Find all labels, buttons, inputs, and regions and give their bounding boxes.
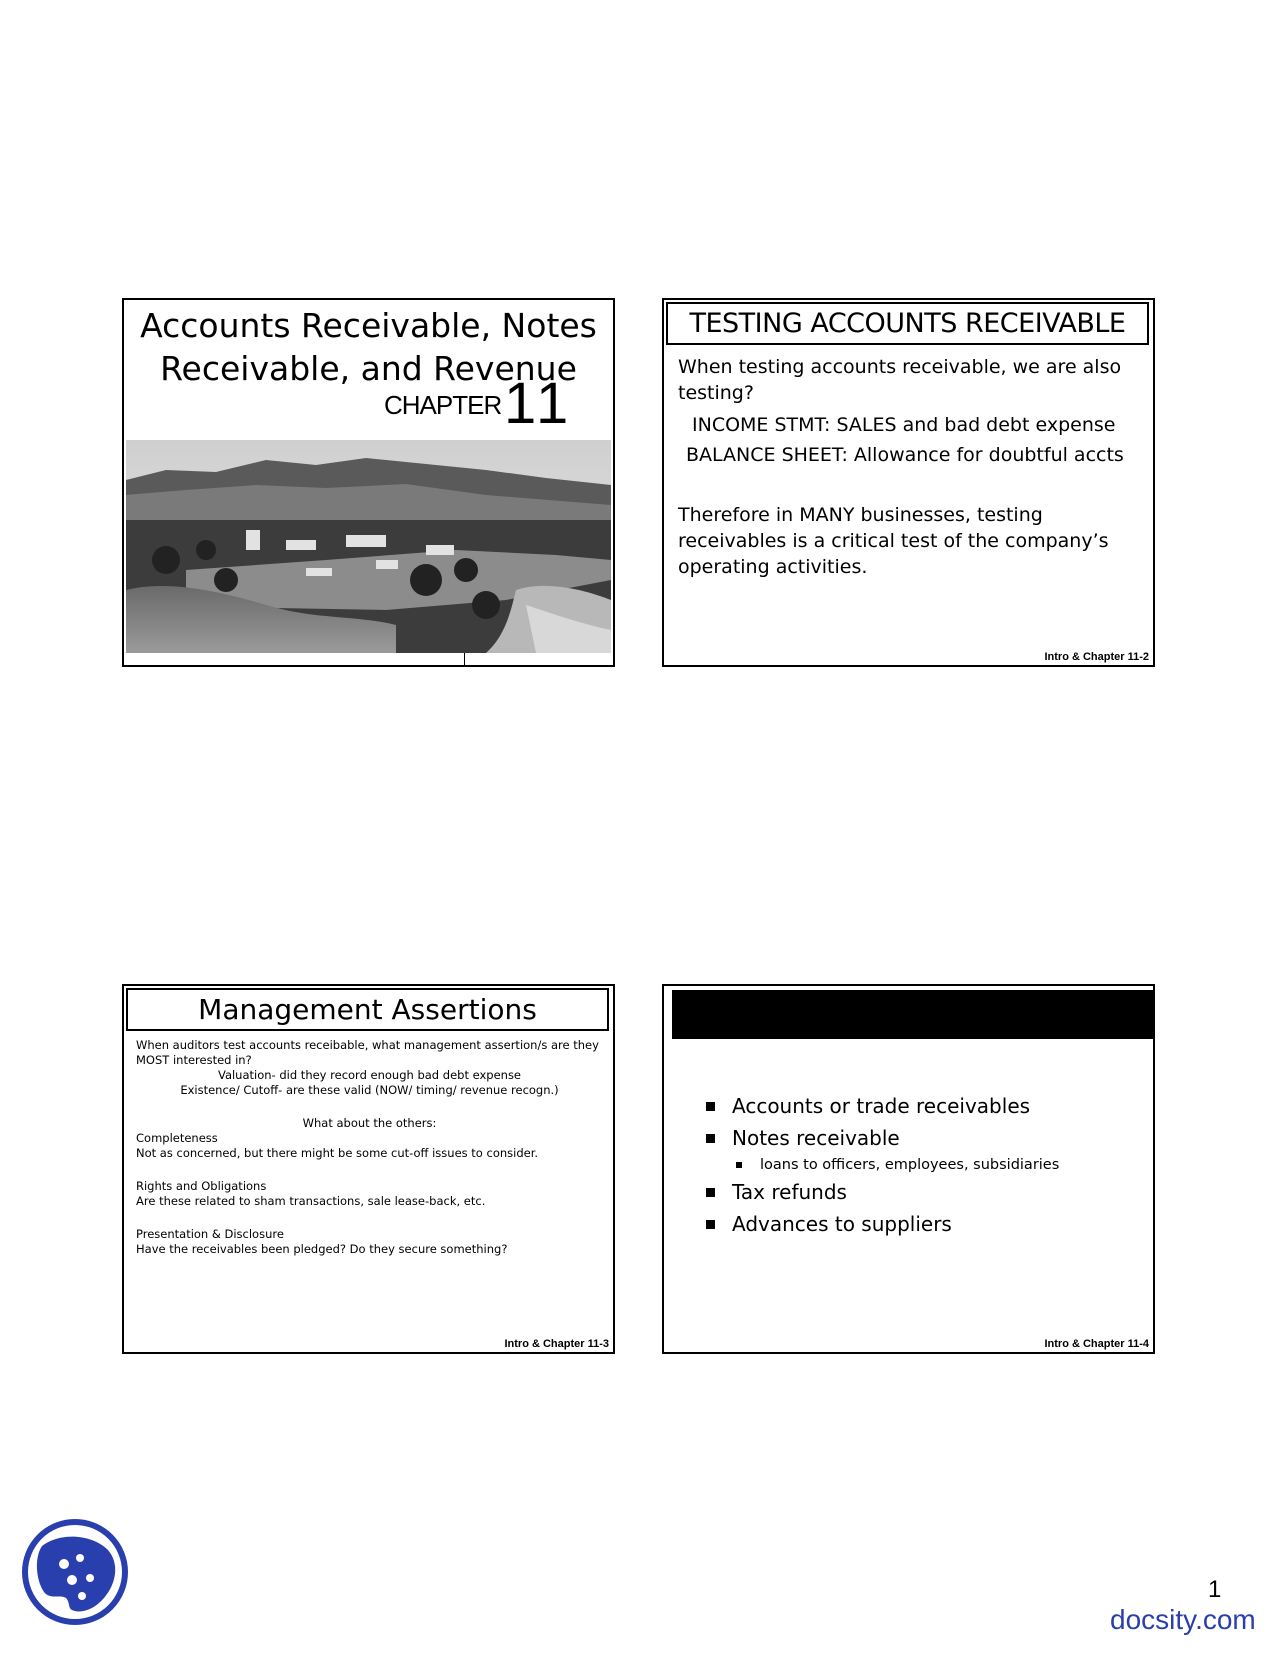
slide-2-title: TESTING ACCOUNTS RECEIVABLE xyxy=(666,302,1149,345)
list-item: Tax refunds xyxy=(704,1176,1059,1208)
chapter-number: 11 xyxy=(504,371,573,436)
list-item: Advances to suppliers xyxy=(704,1208,1059,1240)
slide-1 xyxy=(122,298,615,667)
slide-2-question: When testing accounts receivable, we are also testing? xyxy=(678,356,1122,404)
slide-3-footer: Intro & Chapter 11-3 xyxy=(504,1338,609,1350)
chapter-label: CHAPTER xyxy=(384,390,502,420)
site-link[interactable]: docsity.com xyxy=(1110,1604,1256,1635)
assertion-question: When auditors test accounts receibable, what management assertion/s are they MOST interested in? xyxy=(136,1038,599,1067)
slide-1-title: Accounts Receivable, Notes Receivable, and Revenue xyxy=(140,306,597,388)
presentation-text: Have the receivables been pledged? Do they secure something? xyxy=(136,1242,508,1256)
slide-4-title-bar xyxy=(672,990,1153,1039)
list-item: Notes receivable xyxy=(704,1122,1059,1154)
presentation-heading: Presentation & Disclosure xyxy=(136,1227,284,1241)
completeness-text: Not as concerned, but there might be some cut-off issues to consider. xyxy=(136,1146,539,1160)
slide-3-title: Management Assertions xyxy=(126,988,609,1031)
slide-3-body xyxy=(136,1038,603,1257)
others-heading: What about the others: xyxy=(302,1116,437,1130)
list-subitem: loans to officers, employees, subsidiaries xyxy=(704,1154,1059,1176)
docsity-logo-icon[interactable] xyxy=(20,1518,130,1626)
rights-text: Are these related to sham transactions, sale lease-back, etc. xyxy=(136,1194,486,1208)
page-number: 1 xyxy=(1208,1576,1222,1603)
receivables-list xyxy=(704,1090,1059,1240)
income-statement-line: INCOME STMT: SALES and bad debt expense xyxy=(692,414,1116,436)
campus-photo xyxy=(126,440,611,653)
existence-line: Existence/ Cutoff- are these valid (NOW/ timing/ revenue recogn.) xyxy=(180,1083,559,1097)
slide-2-conclusion: Therefore in MANY businesses, testing receivables is a critical test of the company’s operating activities. xyxy=(678,504,1109,578)
slide-2-body xyxy=(678,354,1145,580)
rights-heading: Rights and Obligations xyxy=(136,1179,267,1193)
slide-3 xyxy=(122,984,615,1354)
slide-2 xyxy=(662,298,1155,667)
completeness-heading: Completeness xyxy=(136,1131,218,1145)
slide-4-footer: Intro & Chapter 11-4 xyxy=(1044,1338,1149,1350)
valuation-line: Valuation- did they record enough bad debt expense xyxy=(217,1068,522,1082)
balance-sheet-line: BALANCE SHEET: Allowance for doubtful accts xyxy=(686,444,1124,466)
list-item: Accounts or trade receivables xyxy=(704,1090,1059,1122)
slide-divider xyxy=(464,653,465,667)
slide-2-footer: Intro & Chapter 11-2 xyxy=(1044,651,1149,663)
slide-4 xyxy=(662,984,1155,1354)
